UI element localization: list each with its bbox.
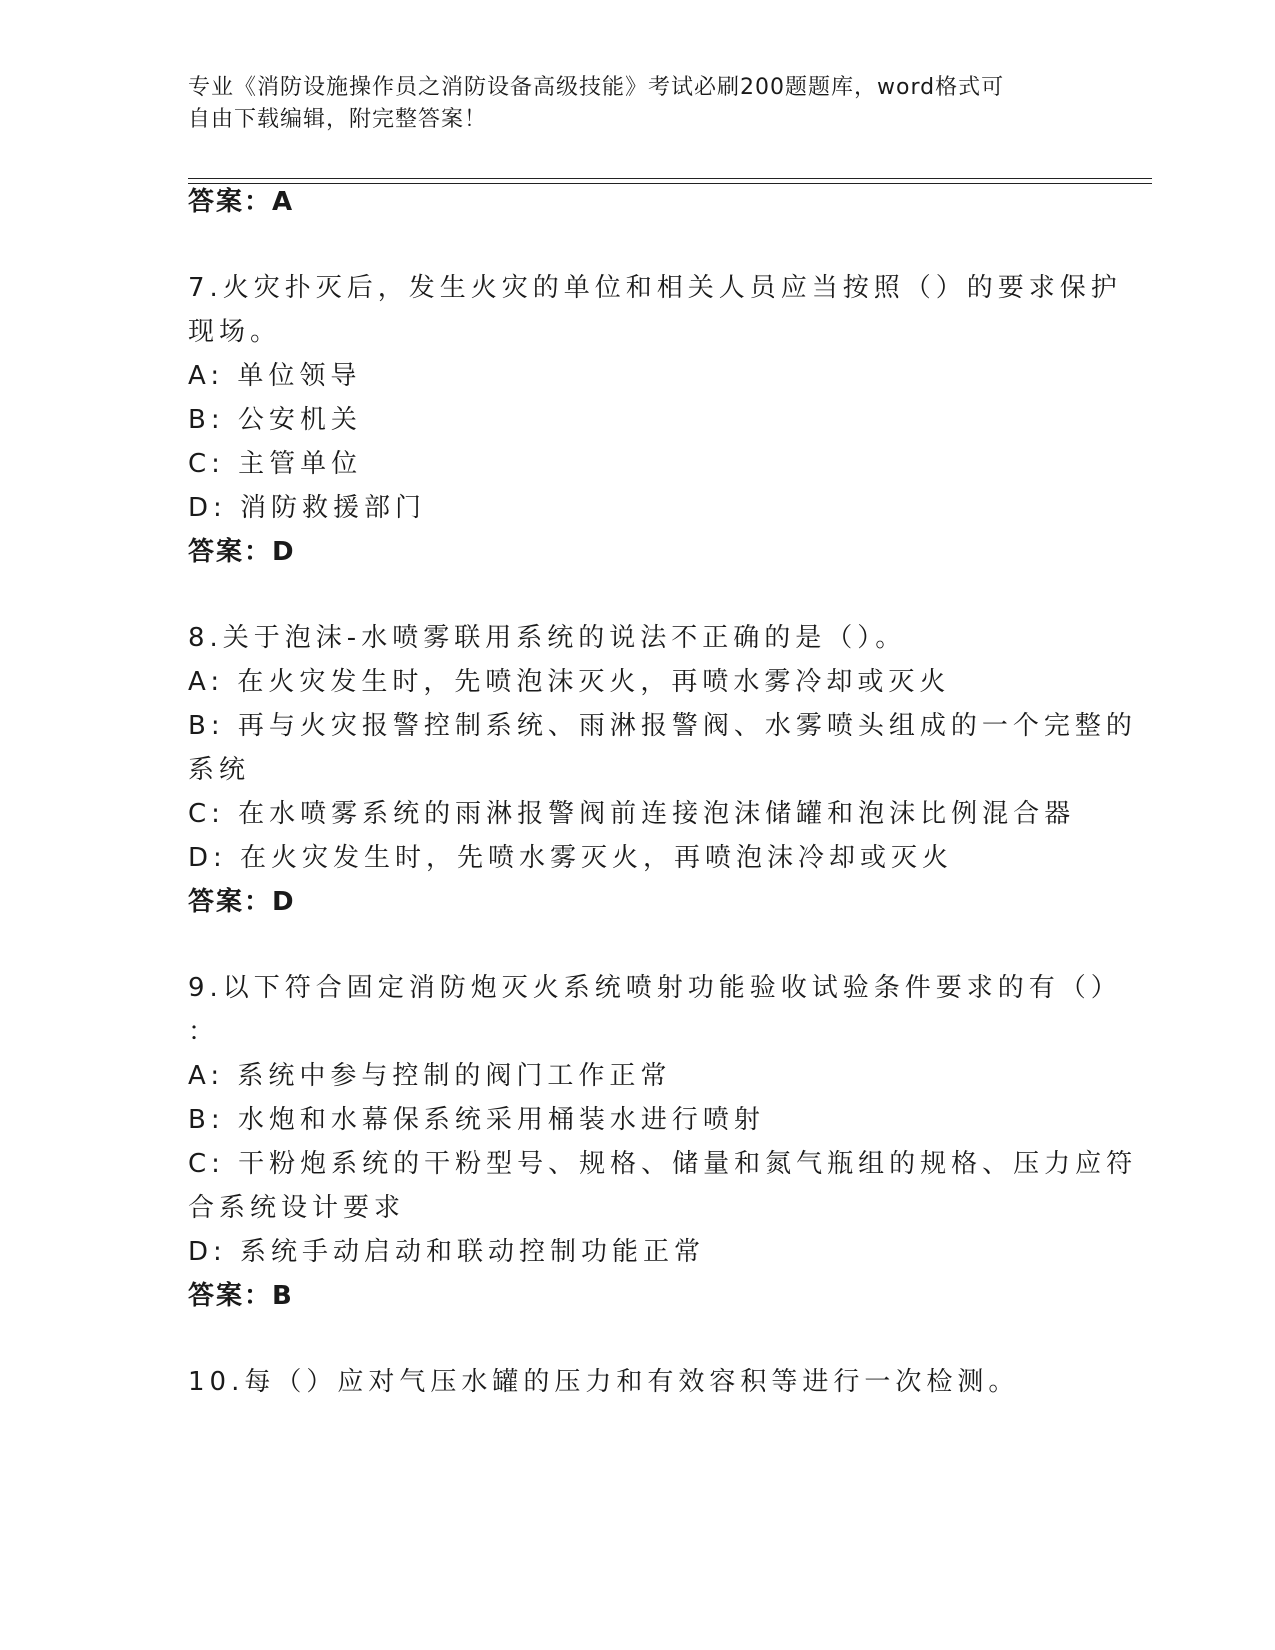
- q8-option-b-line-1: B: 再与火灾报警控制系统、雨淋报警阀、水雾喷头组成的一个完整的: [188, 711, 1137, 741]
- q9-stem-line-2: ：: [188, 1017, 220, 1047]
- q7-option-b: B: 公安机关: [188, 405, 362, 435]
- q7-option-a: A: 单位领导: [188, 361, 362, 391]
- header-divider-top: [188, 178, 1152, 179]
- q9-option-c-line-1: C: 干粉炮系统的干粉型号、规格、储量和氮气瓶组的规格、压力应符: [188, 1149, 1138, 1179]
- q8-option-c: C: 在水喷雾系统的雨淋报警阀前连接泡沫储罐和泡沫比例混合器: [188, 799, 1076, 829]
- previous-answer: 答案：A: [188, 187, 295, 217]
- q7-option-d: D: 消防救援部门: [188, 493, 427, 523]
- document-header: [188, 72, 1068, 136]
- header-line-1: 专业《消防设施操作员之消防设备高级技能》考试必刷200题题库，word格式可: [188, 75, 1005, 100]
- q8-option-d: D: 在火灾发生时，先喷水雾灭火，再喷泡沫冷却或灭火: [188, 843, 954, 873]
- q7-answer: 答案：D: [188, 537, 296, 567]
- q9-option-c-line-2: 合系统设计要求: [188, 1193, 406, 1223]
- q8-option-a: A: 在火灾发生时，先喷泡沫灭火，再喷水雾冷却或灭火: [188, 667, 951, 697]
- q8-option-b-line-2: 系统: [188, 755, 251, 785]
- q9-answer: 答案：B: [188, 1281, 294, 1311]
- q9-option-a: A: 系统中参与控制的阀门工作正常: [188, 1061, 672, 1091]
- q7-option-c: C: 主管单位: [188, 449, 363, 479]
- q9-stem-line-1: 9.以下符合固定消防炮灭火系统喷射功能验收试验条件要求的有（）: [188, 973, 1122, 1003]
- header-line-2: 自由下载编辑，附完整答案！: [188, 107, 488, 132]
- q7-stem-line-2: 现场。: [188, 317, 282, 347]
- q9-option-d: D: 系统手动启动和联动控制功能正常: [188, 1237, 706, 1267]
- q10-stem: 10.每（）应对气压水罐的压力和有效容积等进行一次检测。: [188, 1367, 1020, 1397]
- q8-stem: 8.关于泡沫-水喷雾联用系统的说法不正确的是（）。: [188, 623, 907, 653]
- q7-stem-line-1: 7.火灾扑灭后，发生火灾的单位和相关人员应当按照（）的要求保护: [188, 273, 1122, 303]
- q8-answer: 答案：D: [188, 887, 296, 917]
- q9-option-b: B: 水炮和水幕保系统采用桶装水进行喷射: [188, 1105, 765, 1135]
- header-divider-bottom: [188, 183, 1152, 184]
